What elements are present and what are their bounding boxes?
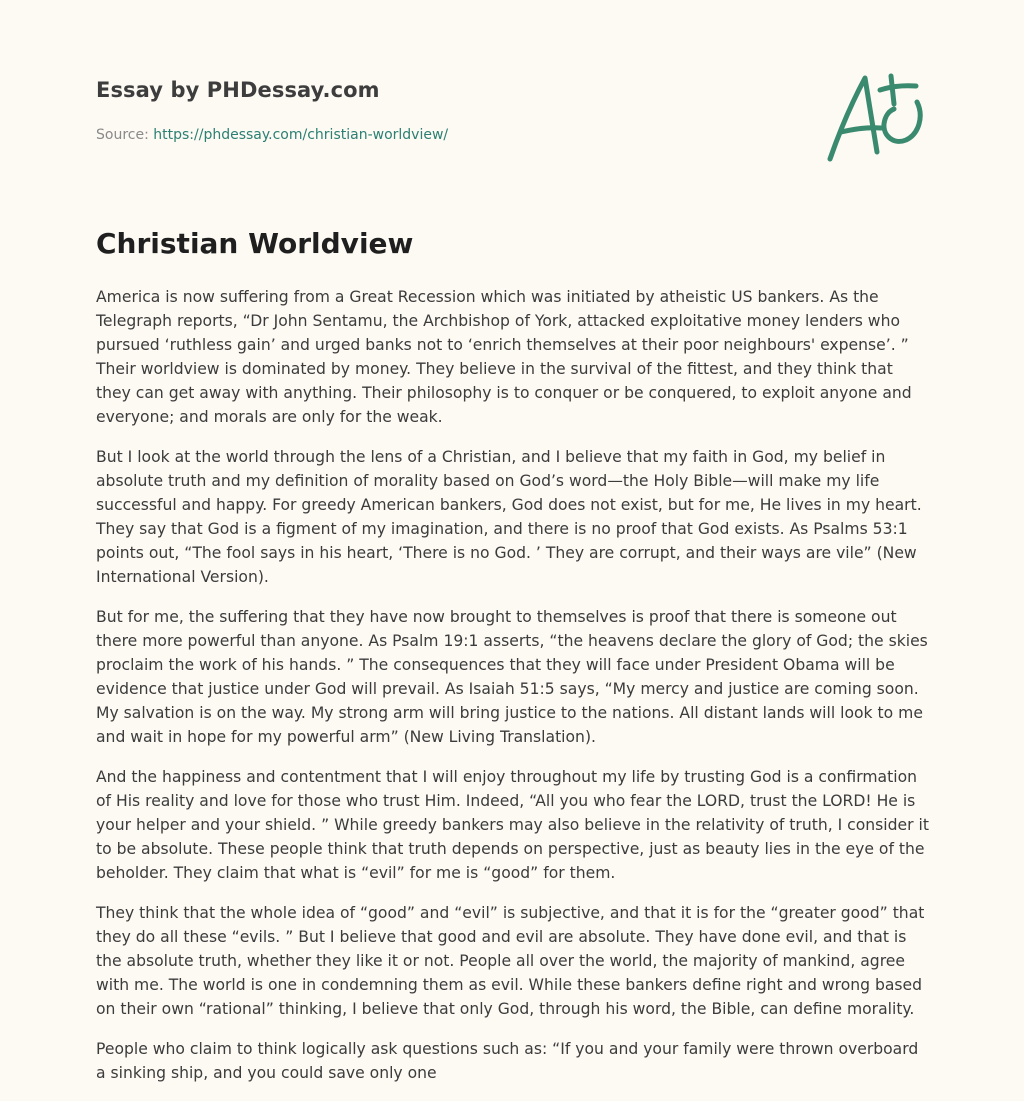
paragraph: America is now suffering from a Great Recession which was initiated by atheistic US bankers. As the Telegraph reports, “Dr John Sentamu, the Archbishop of York, attacked exploitative money lenders who pursued ‘ruthless gain’ and urged banks not to ‘enrich themselves at their poor neighbours' expense’. ” Their worldview is dominated by money. They believe in the survival of the fittest, and they think that they can get away with anything. Their philosophy is to conquer or be conquered, to exploit anyone and everyone; and morals are only for the weak.	[96, 288, 912, 426]
paragraph: But I look at the world through the lens of a Christian, and I believe that my faith in God, my belief in absolute truth and my definition of morality based on God’s word—the Holy Bible—will make my life successful and happy. For greedy American bankers, God does not exist, but for me, He lives in my heart. They say that God is a figment of my imagination, and there is no proof that God exists. As Psalms 53:1 points out, “The fool says in his heart, ‘There is no God. ’ They are corrupt, and their ways are vile” (New International Version).	[96, 448, 922, 586]
paragraph: People who claim to think logically ask questions such as: “If you and your family were thrown overboard a sinking ship, and you could save only one	[96, 1040, 919, 1082]
document-header	[96, 74, 928, 146]
paragraph: And the happiness and contentment that I will enjoy throughout my life by trusting God is a confirmation of His reality and love for those who trust Him. Indeed, “All you who fear the LORD, trust the LORD! He is your helper and your shield. ” While greedy bankers may also believe in the relativity of truth, I consider it to be absolute. These people think that truth depends on perspective, just as beauty lies in the eye of the beholder. They claim that what is “evil” for me is “good” for them.	[96, 768, 929, 882]
essay-body	[96, 285, 930, 1101]
paragraph: They think that the whole idea of “good” and “evil” is subjective, and that it is for the “greater good” that they do all these “evils. ” But I believe that good and evil are absolute. They have done evil, and that is the absolute truth, whether they like it or not. People all over the world, the majority of mankind, agree with me. The world is one in condemning them as evil. While these bankers define right and wrong based on their own “rational” thinking, I believe that only God, through his word, the Bible, can define morality.	[96, 904, 925, 1018]
a-plus-grade-icon	[820, 66, 930, 166]
paragraph: But for me, the suffering that they have now brought to themselves is proof that there is someone out there more powerful than anyone. As Psalm 19:1 asserts, “the heavens declare the glory of God; the skies proclaim the work of his hands. ” The consequences that they will face under President Obama will be evidence that justice under God will prevail. As Isaiah 51:5 says, “My mercy and justice are coming soon. My salvation is on the way. My strong arm will bring justice to the nations. All distant lands will look to me and wait in hope for my powerful arm” (New Living Translation).	[96, 608, 928, 746]
brand-title: Essay by PHDessay.com	[96, 78, 380, 102]
source-label: Source:	[96, 127, 149, 143]
source-link[interactable]: https://phdessay.com/christian-worldview/	[153, 127, 449, 143]
essay-title: Christian Worldview	[96, 227, 414, 260]
source-line	[96, 124, 928, 146]
